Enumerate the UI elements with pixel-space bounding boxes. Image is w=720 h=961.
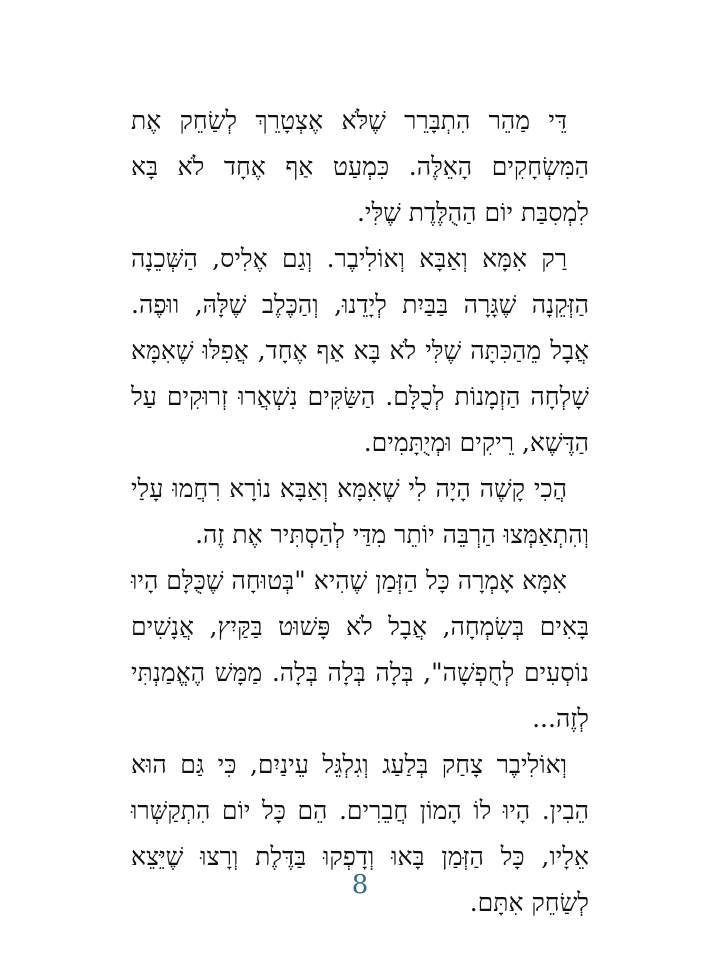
paragraph-1: דֵּי מַהֵר הִתְבָּרֵר שֶׁלֹּא אֶצְטָרֵךְ לְשַׂחֵק אֶת הַמִּשְׂחָקִים הָאֵלֶּה. כִּמְעַט אַף אֶחָד לֹא בָּא לִמְסִבַּת יוֹם הַהֻלֶּדֶת שֶׁלִּי. [131, 106, 589, 227]
paragraph-4: אִמָּא אָמְרָה כָּל הַזְּמַן שֶׁהִיא "בְּטוּחָה שֶׁכֻּלָּם הָיוּ בָּאִים בְּשִׂמְחָה, אֲבָל לֹא פָּשׁוּט בַּקַּיִץ, אֲנָשִׁים נוֹסְעִים לְחֻפְשָׁה", בְּלָה בְּלָה בְּלָה. מַמָּשׁ הֶאֱמַנְתִּי לְזֶה... [131, 566, 589, 733]
body-text [131, 98, 589, 926]
paragraph-2: רַק אִמָּא וְאַבָּא וְאוֹלִיבֶר. וְגַם אֶלִיס, הַשְּׁכֵנָה הַזְּקֵנָה שֶׁגָּרָה בַּבַּיִת לְיָדֵנוּ, וְהַכֶּלֶב שֶׁלָּהּ, ווּפֶה. אֲבָל מֵהַכִּתָּה שֶׁלִּי לֹא בָּא אַף אֶחָד, אֲפִלּוּ שֶׁאִמָּא שָׁלְחָה הַזְמָנוֹת לְכֻלָּם. הַשַּׂקִּים נִשְׁאֲרוּ זְרוּקִים עַל הַדֶּשֶׁא, רֵיקִים וּמְיֻתָּמִים. [131, 244, 589, 457]
paragraph-3: הֲכִי קָשֶׁה הָיָה לִי שֶׁאִמָּא וְאַבָּא נוֹרָא רִחֲמוּ עָלַי וְהִתְאַמְּצוּ הַרְבֵּה יוֹתֵר מִדַּי לְהַסְתִּיר אֶת זֶה. [131, 474, 589, 549]
paragraph-5: וְאוֹלִיבֶר צָחַק בְּלַעַג וְגִלְגֵּל עֵינַיִם, כִּי גַּם הוּא הֵבִין. הָיוּ לוֹ הָמוֹן חֲבֵרִים. הֵם כָּל יוֹם הִתְקַשְּׁרוּ אֵלָיו, כָּל הַזְּמַן בָּאוּ וְדָפְקוּ בַּדֶּלֶת וְרָצוּ שֶׁיֵּצֵא לְשַׂחֵק אִתָּם. [131, 750, 589, 917]
page-number: 8 [351, 870, 369, 900]
